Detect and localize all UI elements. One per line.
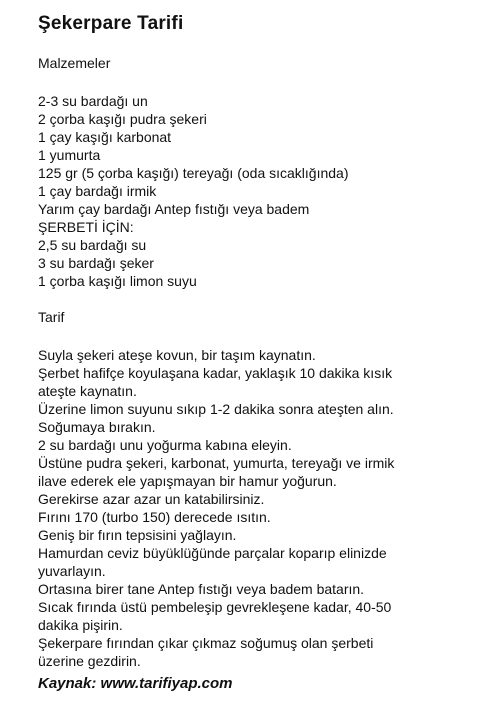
recipe-document [38,12,486,694]
syrup-subheading: ŞERBETİ İÇİN: [38,219,134,235]
ingredients-list [38,92,486,290]
ingredient-line: 2-3 su bardağı un [38,93,148,109]
spacer [38,72,486,92]
ingredient-line: 1 çay kaşığı karbonat [38,129,172,145]
step-line: ateşte kaynatın. [38,383,137,399]
step-line: Soğumaya bırakın. [38,419,156,435]
ingredient-line: 1 çay bardağı irmik [38,183,157,199]
step-line: Gerekirse azar azar un katabilirsiniz. [38,491,265,507]
step-line: yuvarlayın. [38,563,106,579]
spacer [38,290,486,308]
ingredient-line: 125 gr (5 çorba kaşığı) tereyağı (oda sıcaklığında) [38,165,349,181]
step-line: Şerbet hafifçe koyulaşana kadar, yaklaşık 10 dakika kısık [38,365,393,381]
page-title: Şekerpare Tarifi [38,13,184,34]
ingredients-heading: Malzemeler [38,55,111,71]
step-line: Üstüne pudra şekeri, karbonat, yumurta, tereyağı ve irmik [38,455,395,471]
ingredient-line: 1 yumurta [38,147,101,163]
step-line: Suyla şekeri ateşe kovun, bir taşım kaynatın. [38,347,316,363]
spacer [38,326,486,346]
ingredient-line: 1 çorba kaşığı limon suyu [38,273,197,289]
ingredient-line: Yarım çay bardağı Antep fıstığı veya badem [38,201,310,217]
step-line: ilave ederek ele yapışmayan bir hamur yoğurun. [38,473,337,489]
ingredient-line: 3 su bardağı şeker [38,255,154,271]
step-line: Şekerpare fırından çıkar çıkmaz soğumuş olan şerbeti [38,635,374,651]
steps-list [38,346,486,670]
step-line: Fırını 170 (turbo 150) derecede ısıtın. [38,509,271,525]
ingredient-line: 2,5 su bardağı su [38,237,147,253]
ingredient-line: 2 çorba kaşığı pudra şekeri [38,111,207,127]
recipe-heading: Tarif [38,309,65,325]
step-line: Geniş bir fırın tepsisini yağlayın. [38,527,237,543]
step-line: 2 su bardağı unu yoğurma kabına eleyin. [38,437,292,453]
step-line: Hamurdan ceviz büyüklüğünde parçalar koparıp elinizde [38,545,387,561]
step-line: dakika pişirin. [38,617,123,633]
step-line: Üzerine limon suyunu sıkıp 1-2 dakika sonra ateşten alın. [38,401,394,417]
step-line: Sıcak fırında üstü pembeleşip gevrekleşene kadar, 40-50 [38,599,392,615]
step-line: Ortasına birer tane Antep fıstığı veya badem batarın. [38,581,365,597]
step-line: üzerine gezdirin. [38,653,141,669]
source-credit: Kaynak: www.tarifiyap.com [38,675,233,692]
